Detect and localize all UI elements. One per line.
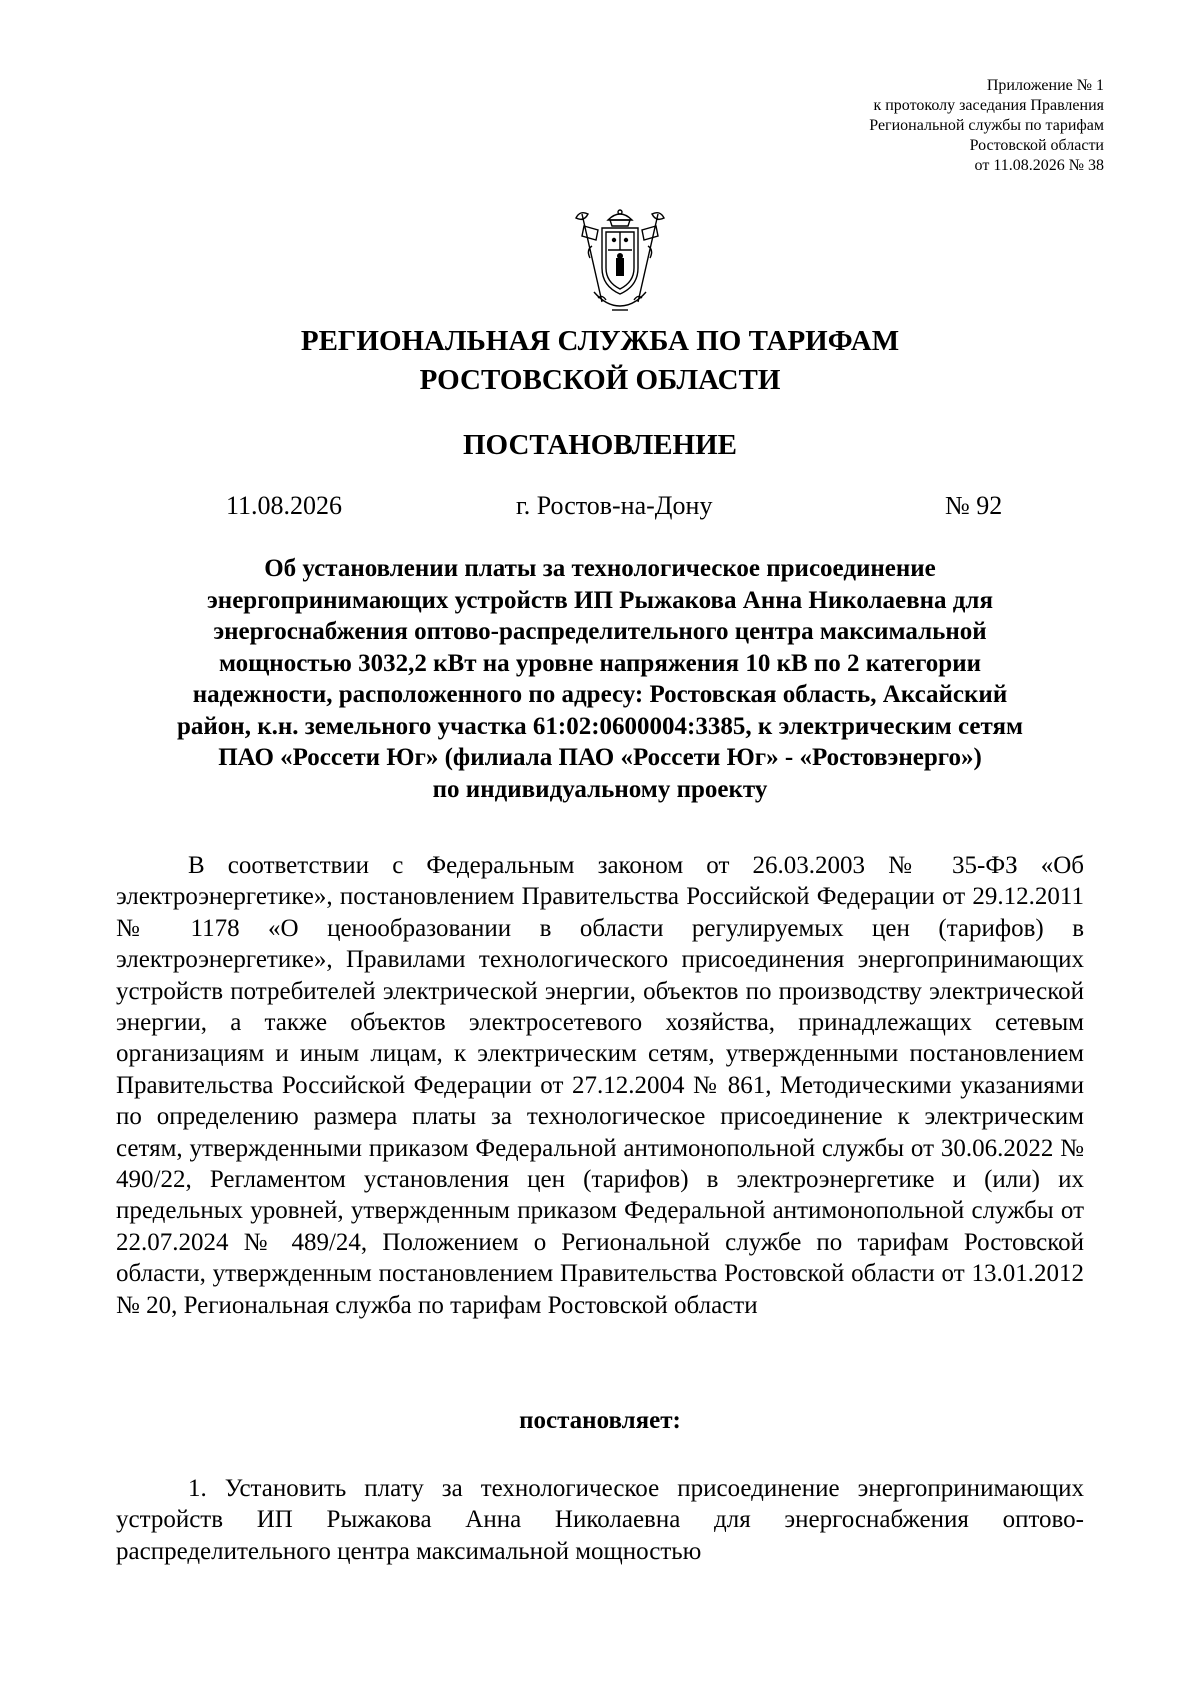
subject-line: энергопринимающих устройств ИП Рыжакова Анна Николаевна для xyxy=(207,586,993,614)
appendix-line: Ростовской области xyxy=(969,137,1104,154)
document-date: 11.08.2026 xyxy=(226,491,343,520)
subject-line: по индивидуальному проекту xyxy=(432,775,768,803)
subject-line: энергоснабжения оптово-распределительного центра максимальной xyxy=(213,618,987,645)
coat-of-arms-icon xyxy=(572,206,668,318)
subject-line: ПАО «Россети Юг» (филиала ПАО «Россети Юг» - «Ростовэнерго») xyxy=(218,744,982,771)
appendix-line: к протоколу заседания Правления xyxy=(873,97,1104,114)
subject-line: район, к.н. земельного участка 61:02:0600004:3385, к электрическим сетям xyxy=(176,712,1023,740)
resolves-heading: постановляет: xyxy=(519,1407,681,1434)
organization-title-line: РЕГИОНАЛЬНАЯ СЛУЖБА ПО ТАРИФАМ xyxy=(300,325,900,357)
subject-line: Об установлении платы за технологическое присоединение xyxy=(264,555,936,582)
preamble-paragraph: В соответствии с Федеральным законом от 26.03.2003 № 35-ФЗ «Об электроэнергетике», постановлением Правительства Российской Федерации от 29.12.2011 № 1178 «О ценообразовании в области регулируемых цен (тарифов) в электроэнергетике», Правилами технологического присоединения энергопринимающих устройств потребителей электрической энергии, объектов по производству электрической энергии, а также объектов электросетевого хозяйства, принадлежащих сетевым организациям и иным лицам, к электрическим сетям, утвержденными постановлением Правительства Российской Федерации от 27.12.2004 № 861, Методическими указаниями по определению размера платы за технологическое присоединение к электрическим сетям, утвержденными приказом Федеральной антимонопольной службы от 30.06.2022 № 490/22, Регламентом установления цен (тарифов) в электроэнергетике и (или) их предельных уровней, утвержденным приказом Федеральной антимонопольной службы от 22.07.2024 № 489/24, Положением о Региональной службе по тарифам Ростовской области, утвержденным постановлением Правительства Ростовской области от 13.01.2012 № 20, Региональная служба по тарифам Ростовской области xyxy=(116,852,1084,1319)
appendix-line: от 11.08.2026 № 38 xyxy=(974,157,1104,174)
appendix-note xyxy=(869,76,1104,176)
document-city: г. Ростов-на-Дону xyxy=(516,491,713,520)
appendix-line: Региональной службы по тарифам xyxy=(869,117,1104,134)
organization-title xyxy=(100,322,1100,400)
appendix-line: Приложение № 1 xyxy=(986,77,1104,94)
document-subject xyxy=(128,553,1072,805)
subject-line: надежности, расположенного по адресу: Ростовская область, Аксайский xyxy=(192,681,1008,708)
document-number: № 92 xyxy=(945,491,1003,520)
resolution-item-1: 1. Установить плату за технологическое присоединение энергопринимающих устройств ИП Рыжакова Анна Николаевна для энергоснабжения оптово-распределительного центра максимальной мощностью xyxy=(116,1475,1084,1565)
organization-title-line: РОСТОВСКОЙ ОБЛАСТИ xyxy=(419,364,781,396)
subject-line: мощностью 3032,2 кВт на уровне напряжения 10 кВ по 2 категории xyxy=(218,649,982,677)
document-type: ПОСТАНОВЛЕНИЕ xyxy=(462,429,737,461)
